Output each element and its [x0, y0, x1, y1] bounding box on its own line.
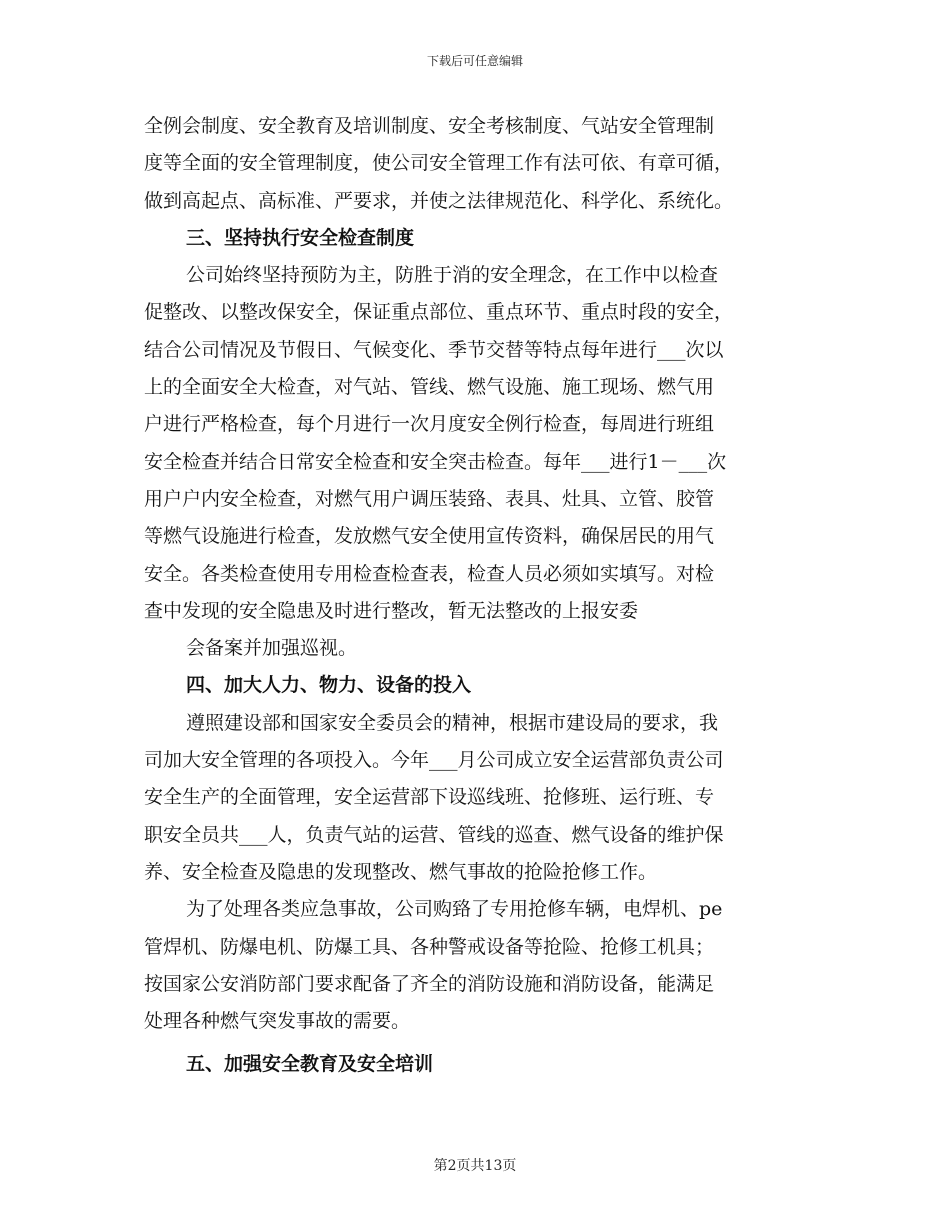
paragraph-line: 公司始终坚持预防为主，防胜于消的安全理念，在工作中以检查 [186, 264, 719, 287]
paragraph-line: 查中发现的安全隐患及时进行整改，暂无法整改的上报安委 [144, 599, 639, 622]
section-heading-3: 三、坚持执行安全检查制度 [186, 226, 415, 249]
section-heading-5: 五、加强安全教育及安全培训 [186, 1053, 434, 1076]
paragraph-line: 安全生产的全面管理，安全运营部下设巡线班、抢修班、运行班、专 [144, 786, 715, 809]
section-heading-4: 四、加大人力、物力、设备的投入 [186, 674, 472, 697]
paragraph-line: 管焊机、防爆电机、防爆工具、各种警戒设备等抢险、抢修工机具； [144, 935, 715, 958]
paragraph-line: 司加大安全管理的各项投入。今年___月公司成立安全运营部负责公司 [144, 749, 724, 772]
paragraph-line: 为了处理各类应急事故，公司购臵了专用抢修车辆，电焊机、pe [186, 898, 723, 921]
document-body [144, 108, 809, 1084]
page-header: 下载后可任意编辑 [426, 54, 523, 68]
paragraph-line: 全例会制度、安全教育及培训制度、安全考核制度、气站安全管理制 [144, 115, 715, 137]
paragraph-line: 遵照建设部和国家安全委员会的精神，根据市建设局的要求，我 [186, 711, 719, 734]
paragraph-line: 做到高起点、高标准、严要求，并使之法律规范化、科学化、系统化。 [144, 189, 734, 212]
paragraph-line: 职安全员共___人，负责气站的运营、管线的巡查、燃气设备的维护保 [144, 823, 724, 846]
paragraph-line: 等燃气设施进行检查，发放燃气安全使用宣传资料，确保居民的用气 [144, 525, 715, 548]
page-number: 第2页共13页 [433, 1158, 517, 1174]
paragraph-line: 户进行严格检查，每个月进行一次月度安全例行检查，每周进行班组 [144, 413, 715, 436]
paragraph-line: 上的全面安全大检查，对气站、管线、燃气设施、施工现场、燃气用 [144, 376, 715, 399]
paragraph-line: 养、安全检查及隐患的发现整改、燃气事故的抢险抢修工作。 [144, 860, 658, 883]
paragraph-line: 按国家公安消防部门要求配备了齐全的消防设施和消防设备，能满足 [144, 972, 715, 995]
paragraph-line: 促整改、以整改保安全，保证重点部位、重点环节、重点时段的安全， [144, 301, 734, 324]
paragraph-line: 用户户内安全检查，对燃气用户调压装臵、表具、灶具、立管、胶管 [144, 487, 715, 510]
paragraph-line: 安全。各类检查使用专用检查检查表，检查人员必须如实填写。对检 [144, 562, 715, 585]
paragraph-line: 度等全面的安全管理制度，使公司安全管理工作有法可依、有章可循， [144, 152, 734, 175]
paragraph-line: 安全检查并结合日常安全检查和安全突击检查。每年___进行1－___次 [144, 450, 727, 473]
paragraph-line: 会备案并加强巡视。 [186, 637, 358, 660]
paragraph-line: 处理各种燃气突发事故的需要。 [144, 1010, 411, 1033]
paragraph-line: 结合公司情况及节假日、气候变化、季节交替等特点每年进行___次以 [144, 338, 724, 361]
